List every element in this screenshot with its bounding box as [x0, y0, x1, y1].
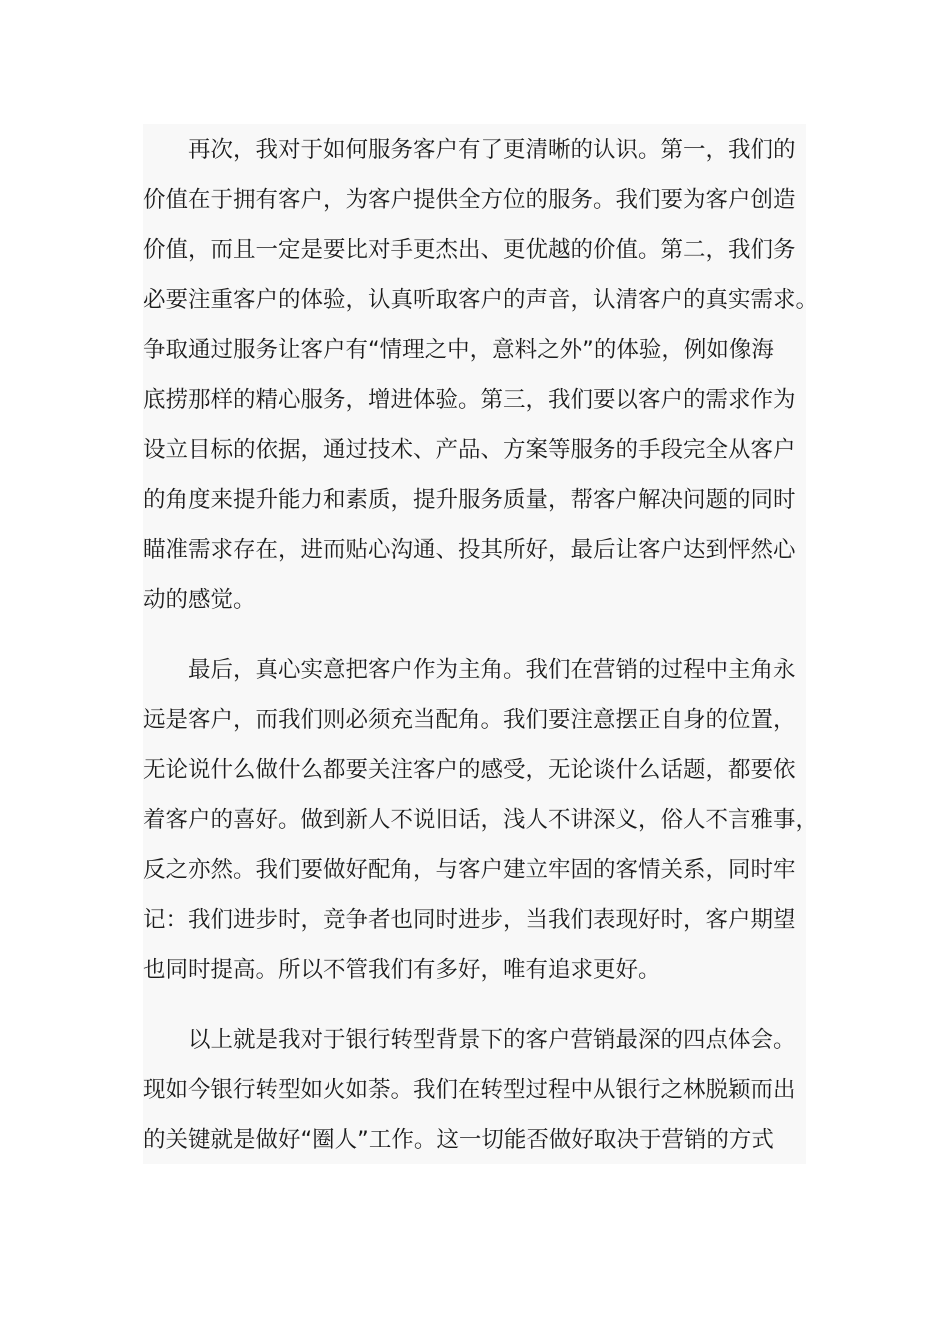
paragraph-1-line-6: 底捞那样的精心服务，增进体验。第三，我们要以客户的需求作为: [143, 387, 796, 413]
paragraph-2-line-1: 最后，真心实意把客户作为主角。我们在营销的过程中主角永: [143, 657, 796, 683]
paragraph-1-line-5: 争取通过服务让客户有“情理之中，意料之外”的体验，例如像海: [143, 337, 774, 363]
paragraph-2-line-6: 记：我们进步时，竞争者也同时进步，当我们表现好时，客户期望: [143, 907, 796, 933]
paragraph-2-line-5: 反之亦然。我们要做好配角，与客户建立牢固的客情关系，同时牢: [143, 857, 796, 883]
paragraph-1-line-2: 价值在于拥有客户，为客户提供全方位的服务。我们要为客户创造: [143, 187, 796, 213]
paragraph-3-line-3: 的关键就是做好“圈人”工作。这一切能否做好取决于营销的方式: [143, 1127, 774, 1153]
paragraph-1-line-3: 价值，而且一定是要比对手更杰出、更优越的价值。第二，我们务: [143, 237, 796, 263]
paragraph-1-line-10: 动的感觉。: [143, 587, 256, 613]
paragraph-3-line-2: 现如今银行转型如火如荼。我们在转型过程中从银行之林脱颖而出: [143, 1077, 796, 1103]
paragraph-2-line-4: 着客户的喜好。做到新人不说旧话，浅人不讲深义，俗人不言雅事，: [143, 807, 819, 833]
paragraph-3-line-1: 以上就是我对于银行转型背景下的客户营销最深的四点体会。: [143, 1027, 796, 1053]
paragraph-2-line-3: 无论说什么做什么都要关注客户的感受，无论谈什么话题，都要依: [143, 757, 796, 783]
paragraph-1-line-4: 必要注重客户的体验，认真听取客户的声音，认清客户的真实需求。: [143, 287, 819, 313]
paragraph-2-line-7: 也同时提高。所以不管我们有多好，唯有追求更好。: [143, 957, 661, 983]
paragraph-2-line-2: 远是客户，而我们则必须充当配角。我们要注意摆正自身的位置，: [143, 707, 796, 733]
paragraph-1-line-1: 再次，我对于如何服务客户有了更清晰的认识。第一，我们的: [143, 137, 796, 163]
document-text-block: [143, 124, 819, 1164]
paragraph-1-line-8: 的角度来提升能力和素质，提升服务质量，帮客户解决问题的同时: [143, 487, 796, 513]
paragraph-1-line-7: 设立目标的依据，通过技术、产品、方案等服务的手段完全从客户: [143, 437, 796, 463]
paragraph-1-line-9: 瞄准需求存在，进而贴心沟通、投其所好，最后让客户达到怦然心: [143, 537, 796, 563]
